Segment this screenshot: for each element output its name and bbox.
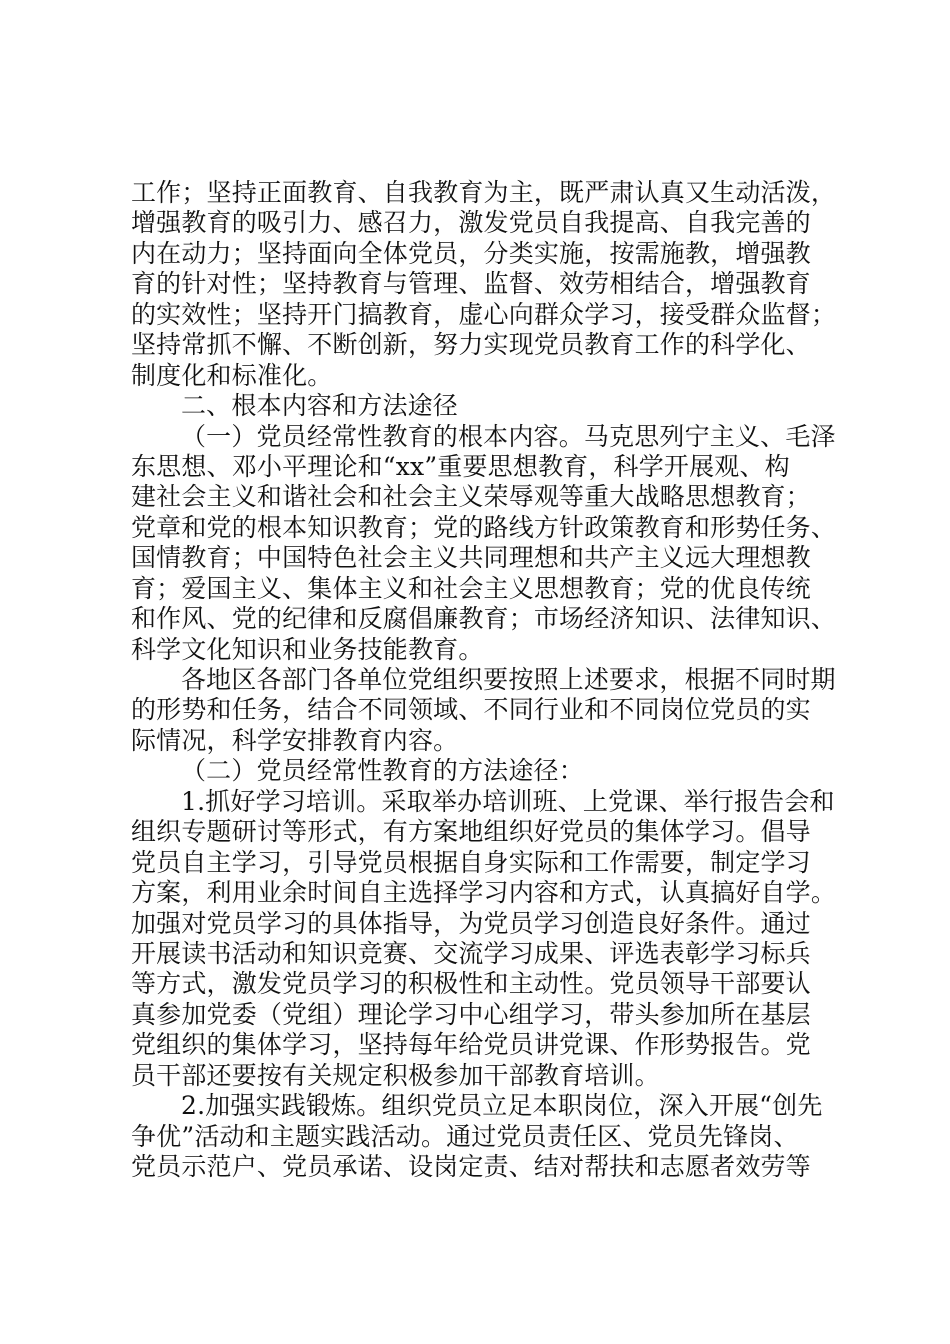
body-text — [131, 178, 841, 1182]
paragraph — [131, 787, 841, 1091]
text-line: 工作；坚持正面教育、自我教育为主，既严肃认真又生动活泼， — [131, 178, 837, 207]
paragraph — [131, 1091, 841, 1182]
text-line: 际情况，科学安排教育内容。 — [131, 725, 459, 755]
text-line: 方案，利用业余时间自主选择学习内容和方式，认真搞好自学。 — [131, 878, 837, 908]
text-line: 各地区各部门各单位党组织要按照上述要求，根据不同时期 — [181, 665, 836, 694]
section-heading — [131, 391, 841, 421]
text-line: 育的针对性；坚持教育与管理、监督、效劳相结合，增强教育 — [131, 269, 811, 299]
heading-text: 二、根本内容和方法途径 — [181, 391, 458, 421]
text-line: 党章和党的根本知识教育；党的路线方针政策教育和形势任务、 — [131, 512, 837, 542]
text-line: 加强对党员学习的具体指导，为党员学习创造良好条件。通过 — [131, 908, 811, 938]
paragraph — [131, 422, 841, 666]
text-line: 坚持常抓不懈、不断创新，努力实现党员教育工作的科学化、 — [131, 330, 811, 360]
text-line: 建社会主义和谐社会和社会主义荣辱观等重大战略思想教育； — [131, 482, 811, 512]
text-line: 争优”活动和主题实践活动。通过党员责任区、党员先锋岗、 — [131, 1121, 799, 1151]
paragraph-continued — [131, 178, 841, 391]
paragraph — [131, 665, 841, 756]
text-line: 国情教育；中国特色社会主义共同理想和共产主义远大理想教 — [131, 543, 811, 573]
text-line: 等方式，激发党员学习的积极性和主动性。党员领导干部要认 — [131, 969, 811, 999]
text-line: 的形势和任务，结合不同领域、不同行业和不同岗位党员的实 — [131, 695, 811, 725]
text-line: 1.抓好学习培训。采取举办培训班、上党课、举行报告会和 — [181, 786, 835, 816]
text-line: 真参加党委（党组）理论学习中心组学习，带头参加所在基层 — [131, 999, 811, 1029]
text-line: 开展读书活动和知识竞赛、交流学习成果、评选表彰学习标兵 — [131, 938, 811, 968]
text-line: 制度化和标准化。 — [131, 360, 333, 390]
text-line: 内在动力；坚持面向全体党员，分类实施，按需施教，增强教 — [131, 238, 811, 268]
text-line: 的实效性；坚持开门搞教育，虚心向群众学习，接受群众监督； — [131, 299, 837, 329]
text-line: 党员自主学习，引导党员根据自身实际和工作需要，制定学习 — [131, 847, 811, 877]
heading-text: （二）党员经常性教育的方法途径： — [181, 756, 584, 786]
text-line: 组织专题研讨等形式，有方案地组织好党员的集体学习。倡导 — [131, 817, 811, 847]
text-line: 科学文化知识和业务技能教育。 — [131, 634, 484, 664]
text-line: 党员示范户、党员承诺、设岗定责、结对帮扶和志愿者效劳等 — [131, 1152, 811, 1181]
text-line: 增强教育的吸引力、感召力，激发党员自我提高、自我完善的 — [131, 208, 811, 238]
text-line: 党组织的集体学习，坚持每年给党员讲党课、作形势报告。党 — [131, 1030, 811, 1060]
text-line: 育；爱国主义、集体主义和社会主义思想教育；党的优良传统 — [131, 573, 811, 603]
text-line: 东思想、邓小平理论和“xx”重要思想教育，科学开展观、构 — [131, 451, 790, 481]
text-line: 2.加强实践锻炼。组织党员立足本职岗位，深入开展“创先 — [181, 1091, 823, 1121]
text-line: （一）党员经常性教育的根本内容。马克思列宁主义、毛泽 — [181, 421, 836, 451]
text-line: 和作风、党的纪律和反腐倡廉教育；市场经济知识、法律知识、 — [131, 604, 837, 634]
text-line: 员干部还要按有关规定积极参加干部教育培训。 — [131, 1060, 660, 1090]
subsection-heading — [131, 756, 841, 786]
